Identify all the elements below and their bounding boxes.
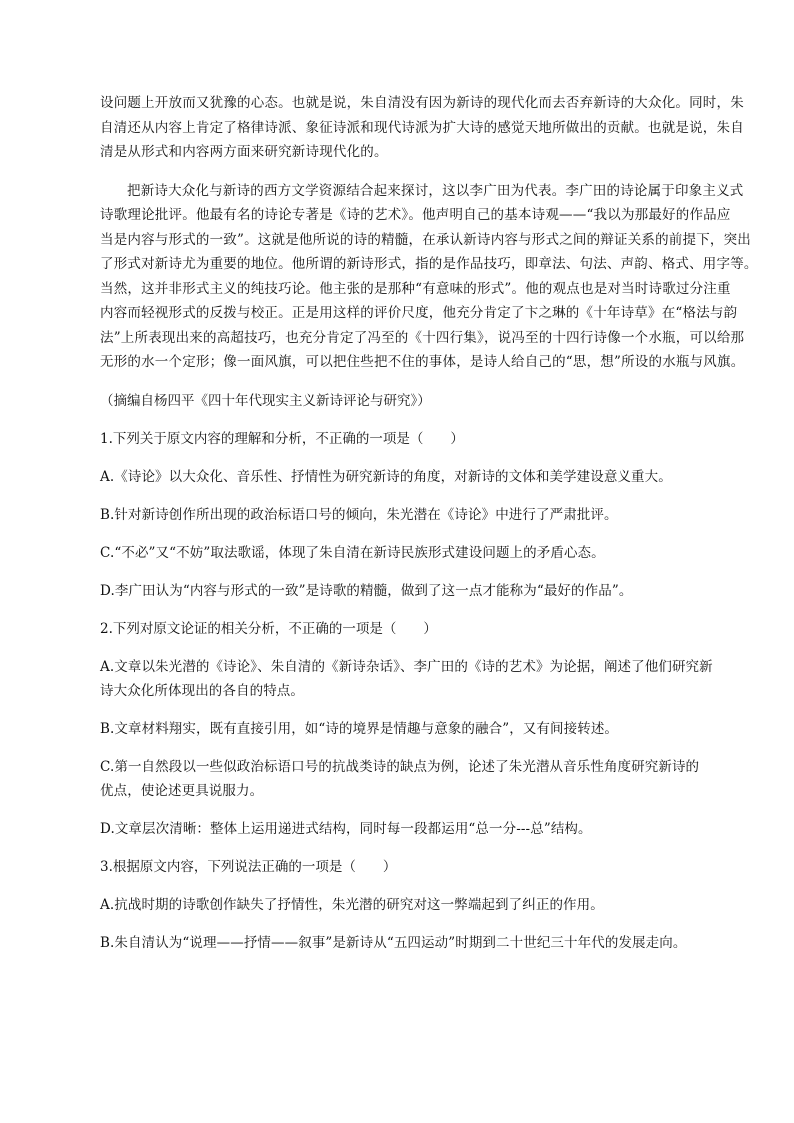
passage-paragraph-1 — [100, 91, 744, 165]
question-3-stem: 3.根据原文内容，下列说法正确的一项是（ ） — [100, 858, 397, 875]
text-line: 内容而轻视形式的反拨与校正。正是用这样的评价尺度，他充分肯定了卞之琳的《十年诗草》在“格法与韵 — [100, 305, 738, 321]
question-3-option-a: A.抗战时期的诗歌创作缺失了抒情性，朱光潜的研究对这一弊端起到了纠正的作用。 — [100, 896, 604, 913]
question-2-option-c: C.第一自然段以一些似政治标语口号的抗战类诗的缺点为例，论述了朱光潜从音乐性角度研究新诗的 优点，使论述更具说服力。 — [100, 758, 700, 799]
text-line: 设问题上开放而又犹豫的心态。也就是说，朱自清没有因为新诗的现代化而去否弃新诗的大众化。同时，朱 — [100, 95, 744, 111]
text-line: 自清还从内容上肯定了格律诗派、象征诗派和现代诗派为扩大诗的感觉天地所做出的贡献。也就是说，朱自 — [100, 119, 744, 136]
text-line: 无形的水一个定形；像一面风旗，可以把住些把不住的事体，是诗人给自己的“思，想”所设的水瓶与风旗。 — [100, 354, 745, 370]
passage-source: （摘编自杨四平《四十年代现实主义新诗评论与研究》） — [100, 392, 431, 409]
question-2-option-b: B.文章材料翔实，既有直接引用，如“诗的境界是情趣与意象的融合”，又有间接转述。 — [100, 720, 619, 737]
text-line: 诗歌理论批评。他最有名的诗论专著是《诗的艺术》。他声明自己的基本诗观——“我以为那最好的作品应 — [100, 207, 731, 223]
question-1-option-b: B.针对新诗创作所出现的政治标语口号的倾向，朱光潜在《诗论》中进行了严肃批评。 — [100, 506, 618, 523]
question-1-option-a: A.《诗论》以大众化、音乐性、抒情性为研究新诗的角度，对新诗的文体和美学建设意义重大。 — [100, 468, 672, 485]
question-1-stem: 1.下列关于原文内容的理解和分析，不正确的一项是（ ） — [100, 430, 464, 447]
text-line: 把新诗大众化与新诗的西方文学资源结合起来探讨，这以李广田为代表。李广田的诗论属于印象主义式 — [127, 182, 744, 199]
question-1-option-c: C.“不必”又“不妨”取法歌谣，体现了朱自清在新诗民族形式建设问题上的矛盾心态。 — [100, 544, 605, 561]
text-line: 法”上所表现出来的高超技巧，也充分肯定了冯至的《十四行集》，说冯至的十四行诗像一个水瓶，可以给那 — [100, 329, 745, 346]
question-1-option-d: D.李广田认为“内容与形式的一致”是诗歌的精髓，做到了这一点才能称为“最好的作品”。 — [100, 582, 633, 599]
question-2-option-a: A.文章以朱光潜的《诗论》、朱自清的《新诗杂话》、李广田的《诗的艺术》为论据，阐述了他们研究新 诗大众化所体现出的各自的特点。 — [100, 658, 713, 699]
text-line: 当是内容与形式的一致”。这就是他所说的诗的精髓，在承认新诗内容与形式之间的辩证关系的前提下，突出 — [100, 231, 751, 248]
question-2-stem: 2.下列对原文论证的相关分析，不正确的一项是（ ） — [100, 620, 437, 637]
text-line: 了形式对新诗尤为重要的地位。他所谓的新诗形式，指的是作品技巧，即章法、句法、声韵、格式、用字等。 — [100, 256, 758, 272]
text-line: 清是从形式和内容两方面来研究新诗现代化的。 — [100, 144, 388, 160]
text-line: 当然，这并非形式主义的纯技巧论。他主张的是那种“有意味的形式”。他的观点也是对当时诗歌过分注重 — [100, 280, 731, 297]
question-2-option-d: D.文章层次清晰：整体上运用递进式结构，同时每一段都运用“总一分---总”结构。 — [100, 820, 592, 837]
question-3-option-b: B.朱自清认为“说理——抒情——叙事”是新诗从“五四运动”时期到二十世纪三十年代的发展走向。 — [100, 934, 687, 951]
passage-paragraph-2 — [100, 179, 758, 375]
